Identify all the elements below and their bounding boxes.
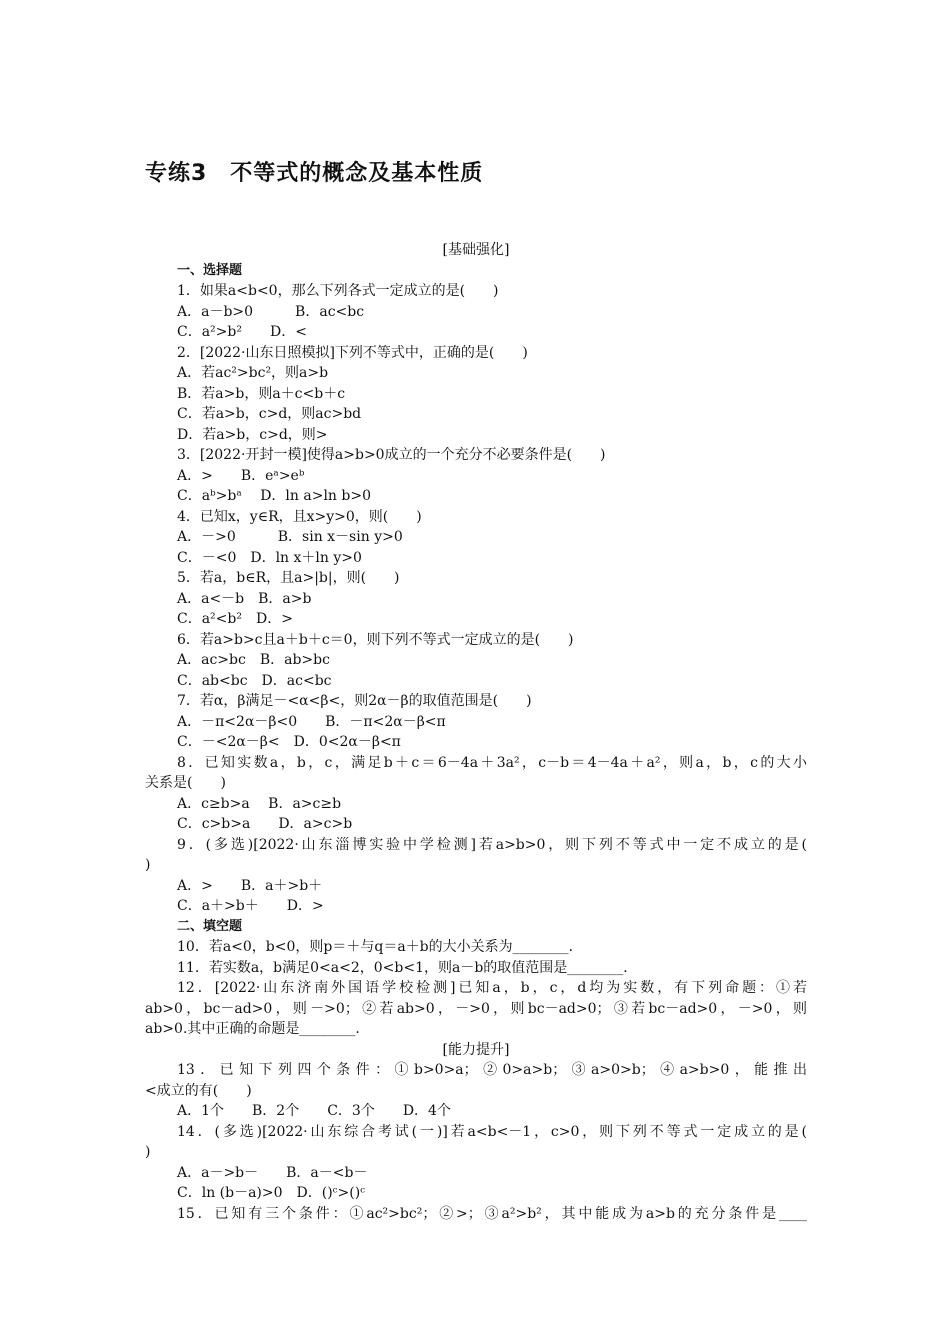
text-line: 一、选择题 (177, 262, 243, 278)
text-line: 6．若a>b>c且a＋b＋c＝0，则下列不等式一定成立的是( ) (177, 631, 574, 648)
text-line: A．ac>bc B．ab>bc (177, 652, 330, 668)
text-line: 2．[2022·山东日照模拟]下列不等式中，正确的是( ) (177, 344, 528, 361)
document-body (145, 240, 807, 1224)
text-line: 4．已知x，y∈R，且x>y>0，则( ) (177, 508, 422, 525)
text-line: 13．已知下列四个条件：①b>0>a；②0>a>b；③a>0>b；④a>b>0，能推出 (177, 1062, 807, 1078)
text-line: 7．若α，β满足－<α<β<，则2α－β的取值范围是( ) (177, 693, 532, 709)
text-line: C．aᵇ>bᵃ D．ln a>ln b>0 (177, 488, 371, 504)
text-line: 二、填空题 (177, 918, 243, 934)
text-line: C．a＋>b＋ D．> (177, 898, 324, 914)
text-line: 9．(多选)[2022·山东淄博实验中学检测]若a>b>0，则下列不等式中一定不成立的是( (177, 836, 807, 853)
text-line: A．> B．eᵃ>eᵇ (177, 467, 305, 484)
text-line: A．c≥b>a B．a>c≥b (177, 795, 342, 812)
text-line: C．－<0 D．ln x＋ln y>0 (177, 549, 362, 566)
text-line: 12．[2022·山东济南外国语学校检测]已知a，b，c，d均为实数，有下列命题：①若 (177, 980, 807, 996)
text-line: <成立的有( ) (145, 1082, 252, 1099)
text-line: A．a－>b－ B．a－<b－ (177, 1164, 368, 1181)
text-line: C．若a>b，c>d，则ac>bd (177, 406, 362, 422)
text-line: 11．若实数a，b满足0<a<2，0<b<1，则a－b的取值范围是________． (177, 959, 638, 976)
text-line: A．a－b>0 B．ac<bc (177, 303, 365, 320)
text-line: C．ab<bc D．ac<bc (177, 672, 332, 689)
text-line: 关系是( ) (145, 775, 226, 791)
text-line: 10．若a<0，b<0，则p＝＋与q＝a＋b的大小关系为________． (177, 939, 583, 955)
text-line: C．a²>b² D．< (177, 324, 307, 340)
text-line: 8．已知实数a，b，c，满足b＋c＝6－4a＋3a²，c－b＝4－4a＋a²，则a，b，c的大小 (177, 754, 807, 771)
text-line: A．a<－b B．a>b (177, 590, 312, 607)
text-line: A．1个 B．2个 C．3个 D．4个 (177, 1103, 451, 1119)
text-line: C．－<2α－β< D．0<2α－β<π (177, 734, 401, 750)
text-line: 15．已知有三个条件：①ac²>bc²；②>；③a²>b²，其中能成为a>b的充分条件是____ (177, 1205, 807, 1222)
text-line: 14．(多选)[2022·山东综合考试(一)]若a<b<－1，c>0，则下列不等式一定成立的是( (177, 1123, 807, 1140)
text-line: ) (145, 1144, 151, 1160)
text-line: A．－π<2α－β<0 B．－π<2α－β<π (177, 713, 446, 730)
text-line: D．若a>b，c>d，则> (177, 426, 328, 443)
text-line: A．－>0 B．sin x－sin y>0 (177, 529, 403, 545)
text-line: 1．如果a<b<0，那么下列各式一定成立的是( ) (177, 283, 499, 299)
text-line: C．a²<b² D．> (177, 611, 293, 627)
text-line: ab>0，bc－ad>0，则－>0；②若ab>0，－>0，则bc－ad>0；③若bc－ad>0，－>0，则 (145, 1000, 807, 1017)
text-line: C．ln (b－a)>0 D．()ᶜ>()ᶜ (177, 1185, 366, 1201)
page-title: 专练3 不等式的概念及基本性质 (145, 161, 484, 186)
text-line: A．> B．a＋>b＋ (177, 877, 323, 894)
text-line: [能力提升] (442, 1041, 510, 1058)
text-line: A．若ac²>bc²，则a>b (177, 365, 329, 381)
text-line: [基础强化] (442, 242, 510, 258)
text-line: 3．[2022·开封一模]使得a>b>0成立的一个充分不必要条件是( ) (177, 447, 606, 463)
text-line: ) (145, 857, 151, 873)
text-line: ab>0.其中正确的命题是________． (145, 1021, 370, 1037)
text-line: C．c>b>a D．a>c>b (177, 816, 353, 832)
text-line: 5．若a，b∈R，且a>|b|，则( ) (177, 570, 400, 586)
text-line: B．若a>b，则a＋c<b＋c (177, 385, 346, 402)
